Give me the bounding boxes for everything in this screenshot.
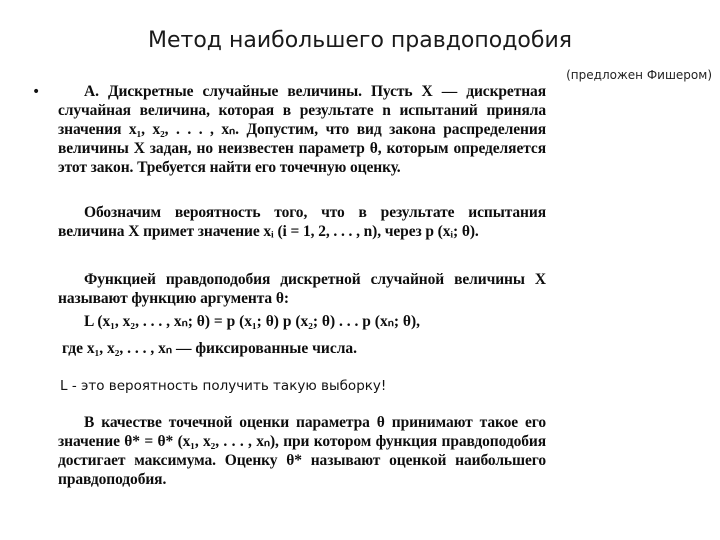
- slide-title: Метод наибольшего правдоподобия: [148, 28, 572, 53]
- scan-paragraph-likelihood: [58, 270, 546, 308]
- scan-paragraph-discrete: [58, 82, 546, 177]
- slide-subtitle: (предложен Фишером): [566, 68, 712, 82]
- scan-paragraph-probability: [58, 203, 546, 241]
- likelihood-note: L - это вероятность получить такую выборку!: [60, 378, 387, 394]
- likelihood-formula: L (x₁, x₂, . . . , xₙ; θ) = p (x₁; θ) p (x₂; θ) . . . p (xₙ; θ),: [84, 313, 421, 330]
- bullet-marker: •: [32, 84, 41, 100]
- paragraph-likelihood-definition: Функцией правдоподобия дискретной случайной величины X называют функцию аргумента θ:: [58, 271, 546, 307]
- scan-paragraph-estimate: [58, 413, 546, 489]
- paragraph-discrete-variables: А. Дискретные случайные величины. Пусть X — дискретная случайная величина, которая в результате n испытаний приняла значения x₁, x₂, . . . , xₙ. Допустим, что вид закона распределения величины X задан, но неизвестен параметр θ, которым определяется этот закон. Требуется найти его точечную оценку.: [58, 83, 546, 176]
- paragraph-probability-notation: Обозначим вероятность того, что в результате испытания величина X примет значение xᵢ (i = 1, 2, . . . , n), через p (xᵢ; θ).: [58, 204, 546, 240]
- paragraph-max-likelihood-estimate: В качестве точечной оценки параметра θ принимают такое его значение θ* = θ* (x₁, x₂, . . . , xₙ), при котором функция правдоподобия достигает максимума. Оценку θ* называют оценкой наибольшего правдоподобия.: [58, 414, 546, 488]
- formula-where-clause: где x₁, x₂, . . . , xₙ — фиксированные числа.: [62, 340, 358, 357]
